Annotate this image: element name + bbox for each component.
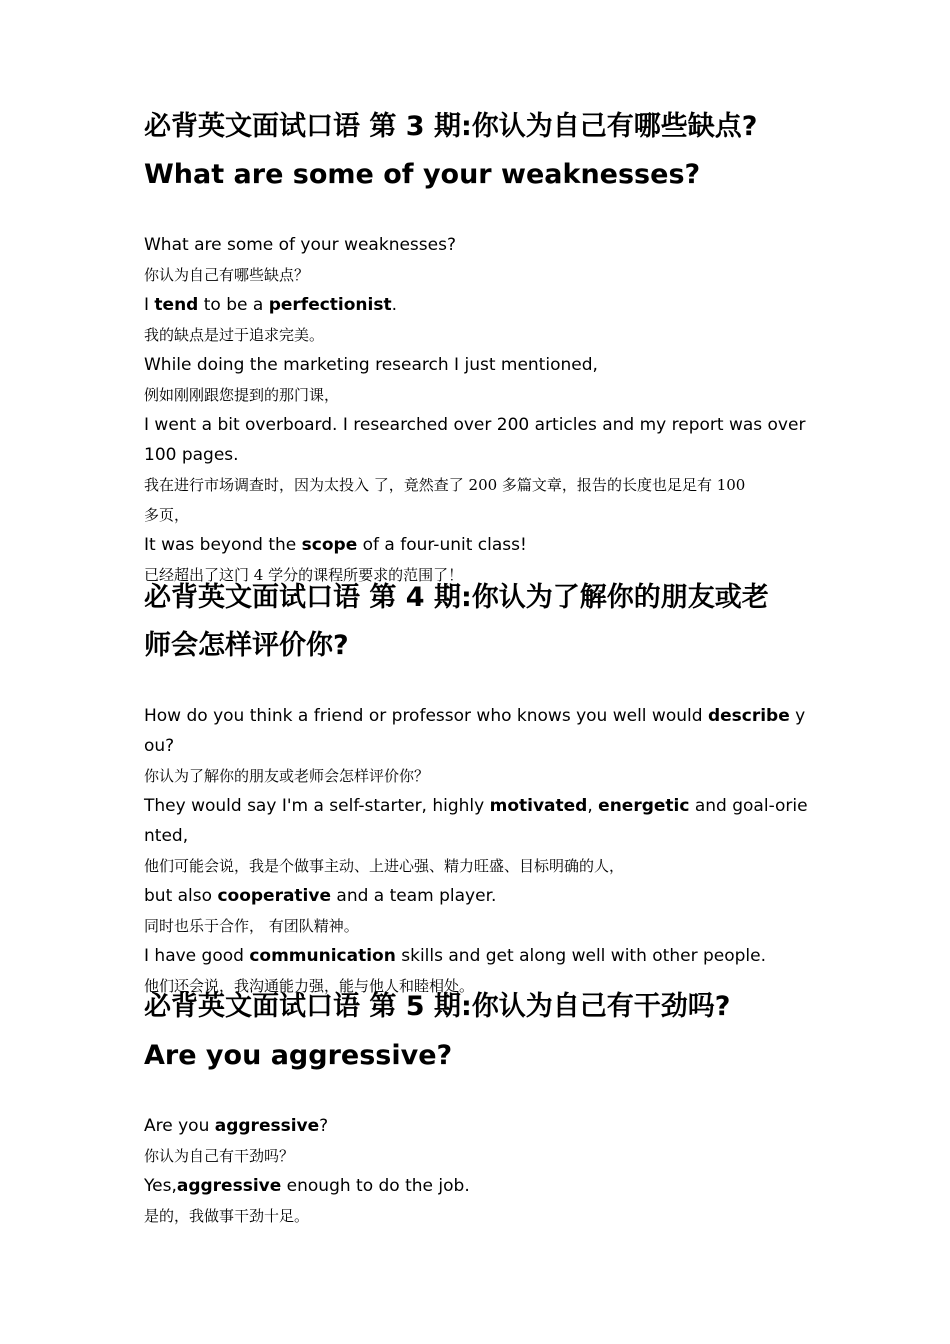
section-5-title-line-2: Are you aggressive? [144,1040,453,1071]
section-5-answer-1-en: Yes,aggressive enough to do the job. [144,1176,470,1196]
section-4-answer-1-zh: 他们可能会说，我是个做事主动、上进心强、精力旺盛、目标明确的人， [144,857,625,875]
section-3-question-en: What are some of your weaknesses? [144,235,456,255]
section-4-title-line-2: 师会怎样评价你? [144,630,349,661]
section-5-title-line-1: 必背英文面试口语 第 5 期:你认为自己有干劲吗? [144,991,731,1022]
section-3-answer-1-en: I tend to be a perfectionist. [144,295,398,315]
section-4-answer-2-en: but also cooperative and a team player. [144,886,497,906]
section-4-title-line-1: 必背英文面试口语 第 4 期:你认为了解你的朋友或老 [144,582,769,613]
section-3-answer-3-en-line-1: I went a bit overboard. I researched over 200 articles and my report was over [144,415,806,435]
section-3-answer-1-zh: 我的缺点是过于追求完美。 [144,326,325,344]
section-4-answer-1-en-line-2: nted, [144,826,189,846]
section-4-question-zh: 你认为了解你的朋友或老师会怎样评价你？ [144,767,430,785]
section-4-answer-3-en: I have good communication skills and get along well with other people. [144,946,767,966]
section-3-answer-3-en-line-2: 100 pages. [144,445,239,465]
section-4-answer-1-en-line-1: They would say I'm a self-starter, highly motivated, energetic and goal-orie [144,796,808,816]
section-3-title-line-2: What are some of your weaknesses? [144,159,701,190]
section-3-answer-2-en: While doing the marketing research I just mentioned, [144,355,598,375]
section-4-question-en-line-2: ou? [144,736,175,756]
section-3-answer-3-zh-line-1: 我在进行市场调查时，因为太投入 了，竟然查了 200 多篇文章，报告的长度也足足有 100 [144,476,746,494]
section-5-answer-1-zh: 是的，我做事干劲十足。 [144,1207,310,1225]
section-4-answer-3-zh: 他们还会说，我沟通能力强，能与他人和睦相处。 [144,977,475,995]
section-3-answer-3-zh-line-2: 多页， [144,506,190,524]
section-3-answer-4-zh: 已经超出了这门 4 学分的课程所要求的范围了！ [144,566,464,584]
section-3-question-zh: 你认为自己有哪些缺点？ [144,266,310,284]
section-4-answer-2-zh: 同时也乐于合作， 有团队精神。 [144,917,359,935]
section-3-answer-2-zh: 例如刚刚跟您提到的那门课， [144,386,340,404]
section-4-question-en-line-1: How do you think a friend or professor who knows you well would describe y [144,706,806,726]
section-5-question-zh: 你认为自己有干劲吗？ [144,1147,295,1165]
section-3-answer-4-en: It was beyond the scope of a four-unit class! [144,535,527,555]
section-5-question-en: Are you aggressive? [144,1116,329,1136]
section-3-title-line-1: 必背英文面试口语 第 3 期:你认为自己有哪些缺点? [144,111,758,142]
